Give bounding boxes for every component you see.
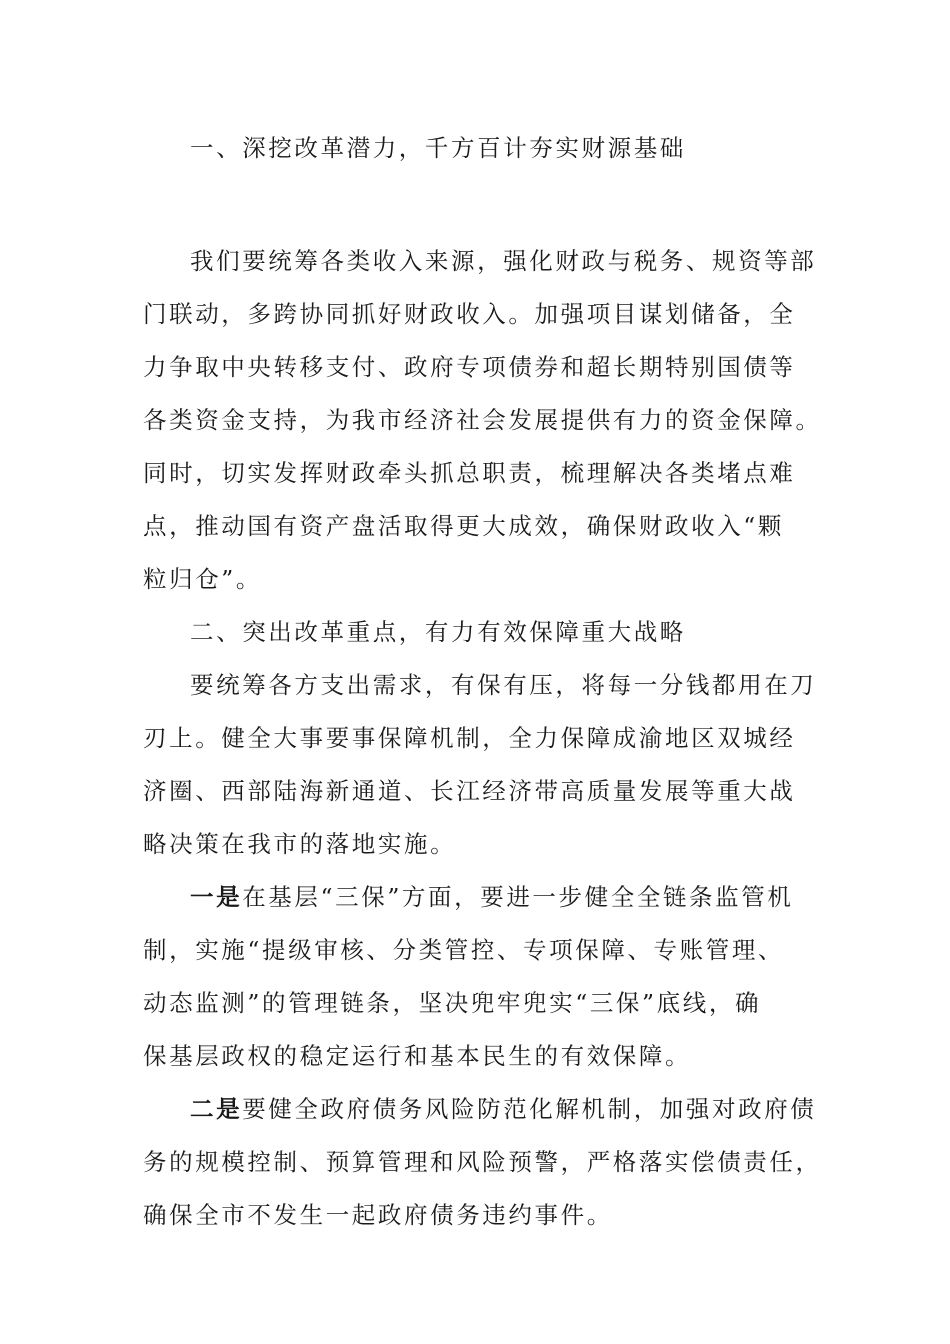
section-1-paragraph-1 [143, 242, 822, 598]
paragraph-text: 我们要统筹各类收入来源，强化财政与税务、规资等部 [190, 247, 817, 275]
text-line: 粒归仓”。 [143, 565, 263, 593]
text-line: 确保全市不发生一起政府债务违约事件。 [143, 1201, 613, 1229]
text-line: 务的规模控制、预算管理和风险预警，严格落实偿债责任， [143, 1148, 822, 1176]
text-line: 略决策在我市的落地实施。 [143, 830, 457, 858]
text-line: 济圈、西部陆海新通道、长江经济带高质量发展等重大战 [143, 777, 796, 805]
text-line: 门联动，多跨协同抓好财政收入。加强项目谋划储备，全 [143, 300, 796, 328]
spacer [143, 167, 805, 229]
text-line: 力争取中央转移支付、政府专项债券和超长期特别国债等 [143, 353, 796, 381]
text-line: 刃上。健全大事要事保障机制，全力保障成渝地区双城经 [143, 724, 796, 752]
text-line: 点，推动国有资产盘活取得更大成效，确保财政收入“颗 [143, 512, 785, 540]
text-line: 同时，切实发挥财政牵头抓总职责，梳理解决各类堵点难 [143, 459, 796, 487]
section-2-paragraph-1 [143, 666, 817, 863]
section-2-heading: 二、突出改革重点，有力有效保障重大战略 [190, 618, 686, 646]
text-line [143, 242, 817, 280]
section-1-heading: 一、深挖改革潜力，千方百计夯实财源基础 [190, 134, 686, 162]
text-line [143, 878, 805, 916]
document-body [143, 129, 822, 1234]
text-line [143, 1090, 817, 1128]
text-line [143, 666, 817, 704]
text-line: 动态监测”的管理链条，坚决兜牢兜实“三保”底线，确 [143, 989, 762, 1017]
text-line: 各类资金支持，为我市经济社会发展提供有力的资金保障。 [143, 406, 822, 434]
paragraph-lead-bold: 一是 [190, 883, 243, 911]
section-2-paragraph-3 [143, 1090, 822, 1234]
paragraph-text: 要健全政府债务风险防范化解机制，加强对政府债 [242, 1095, 817, 1123]
text-line: 制，实施“提级审核、分类管控、专项保障、专账管理、 [143, 936, 785, 964]
paragraph-text: 在基层“三保”方面，要进一步健全全链条监管机 [242, 883, 794, 911]
paragraph-lead-bold: 二是 [190, 1095, 243, 1123]
paragraph-text: 要统筹各方支出需求，有保有压，将每一分钱都用在刀 [190, 671, 817, 699]
text-line: 保基层政权的稳定运行和基本民生的有效保障。 [143, 1042, 692, 1070]
section-2-paragraph-2 [143, 878, 805, 1075]
